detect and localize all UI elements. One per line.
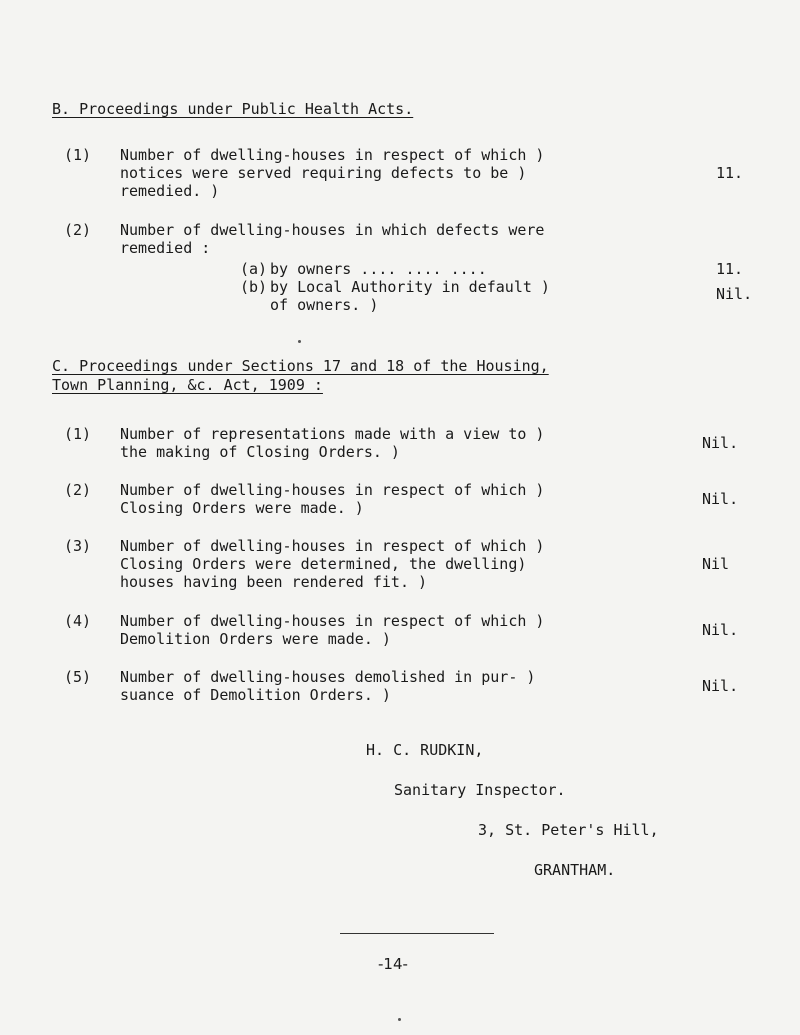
c3-value: Nil <box>702 555 730 573</box>
c2-line-2: Closing Orders were made. ) <box>120 499 364 517</box>
b1-line-2: notices were served requiring defects to be ) <box>120 164 527 182</box>
section-c-heading-line-1: C. Proceedings under Sections 17 and 18 of the Housing, <box>52 357 549 375</box>
c3-line-2: Closing Orders were determined, the dwelling) <box>120 555 527 573</box>
b2b-label: (b) <box>240 278 268 296</box>
c1-value: Nil. <box>702 434 739 452</box>
b1-value: 11. <box>716 164 744 182</box>
c5-line-1: Number of dwelling-houses demolished in pur- ) <box>120 668 536 686</box>
b2a-text: by owners .... .... .... <box>270 260 487 278</box>
c2-line-1: Number of dwelling-houses in respect of which ) <box>120 481 545 499</box>
signature-title: Sanitary Inspector. <box>394 781 566 799</box>
c2-value: Nil. <box>702 490 739 508</box>
c5-line-2: suance of Demolition Orders. ) <box>120 686 391 704</box>
scan-speck <box>298 340 301 343</box>
c1-number: (1) <box>64 425 92 443</box>
c1-line-1: Number of representations made with a view to ) <box>120 425 545 443</box>
c3-number: (3) <box>64 537 92 555</box>
section-b-heading: B. Proceedings under Public Health Acts. <box>52 100 414 118</box>
c3-line-1: Number of dwelling-houses in respect of which ) <box>120 537 545 555</box>
b2a-value: 11. <box>716 260 744 278</box>
c1-line-2: the making of Closing Orders. ) <box>120 443 400 461</box>
c5-number: (5) <box>64 668 92 686</box>
b1-line-3: remedied. ) <box>120 182 220 200</box>
b2a-label: (a) <box>240 260 268 278</box>
signature-name: H. C. RUDKIN, <box>366 741 484 759</box>
signature-address: 3, St. Peter's Hill, <box>478 821 659 839</box>
page-number: -14- <box>378 955 408 973</box>
c2-number: (2) <box>64 481 92 499</box>
divider-line <box>340 933 494 934</box>
section-c-heading-line-2: Town Planning, &c. Act, 1909 : <box>52 376 323 394</box>
c5-value: Nil. <box>702 677 739 695</box>
b1-number: (1) <box>64 146 92 164</box>
b2b-text-2: of owners. ) <box>270 296 379 314</box>
b2-number: (2) <box>64 221 92 239</box>
b2b-text: by Local Authority in default ) <box>270 278 550 296</box>
b2-line-1: Number of dwelling-houses in which defects were <box>120 221 545 239</box>
c4-line-2: Demolition Orders were made. ) <box>120 630 391 648</box>
c4-line-1: Number of dwelling-houses in respect of which ) <box>120 612 545 630</box>
b2b-value: Nil. <box>716 285 753 303</box>
signature-town: GRANTHAM. <box>534 861 616 879</box>
scan-speck <box>398 1018 401 1021</box>
b2-line-2: remedied : <box>120 239 211 257</box>
b1-line-1: Number of dwelling-houses in respect of which ) <box>120 146 545 164</box>
c4-number: (4) <box>64 612 92 630</box>
c4-value: Nil. <box>702 621 739 639</box>
c3-line-3: houses having been rendered fit. ) <box>120 573 428 591</box>
